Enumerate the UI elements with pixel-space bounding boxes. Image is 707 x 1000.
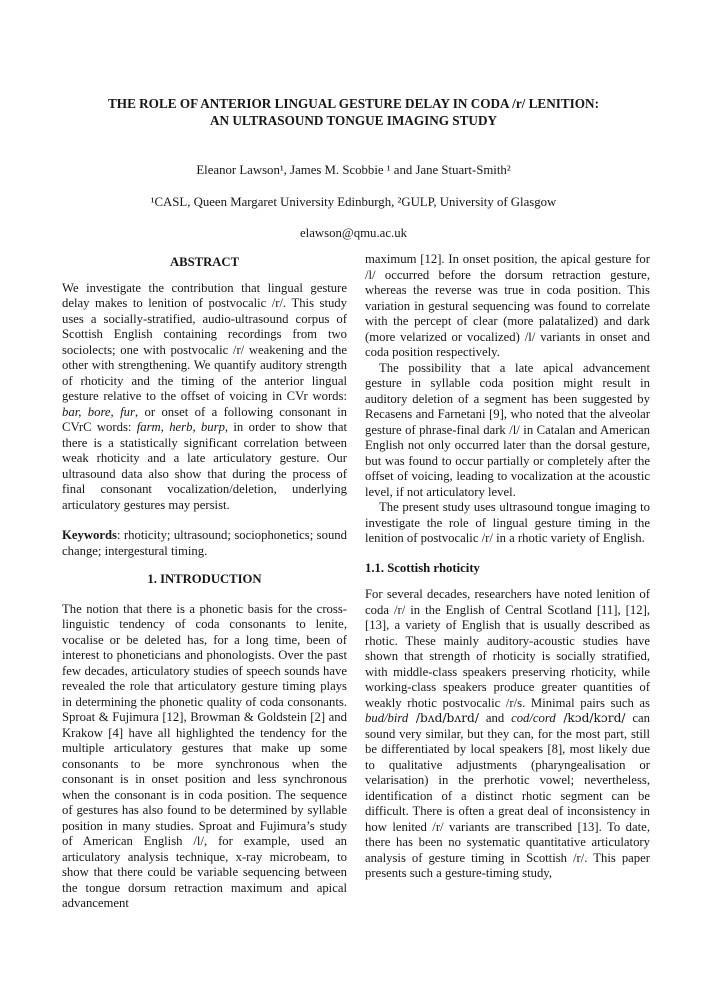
left-column — [62, 250, 347, 1000]
two-column-body — [0, 250, 707, 1000]
contact-email: elawson@qmu.ac.uk — [299, 226, 408, 240]
introduction-heading: 1. INTRODUCTION — [147, 572, 262, 586]
column2-paragraph-4: For several decades, researchers have noted lenition of coda /r/ in the English of Central Scotland [11], [12], [13], a variety of English that is usually described as rhotic. These mainly auditory-acoustic studies have shown that strength of rhoticity is socially stratified, with middle-class speakers preserving rhoticity, while working-class speakers produce greater quantities of weakly rhotic postvocalic /r/s. Minimal pairs such as bud/bird /bʌd/bʌrd/ and cod/cord /kɔd/kɔrd/ can sound very similar, but they can, for the most part, still be differentiated by local speakers [8], most likely due to qualitative adjustments (pharyngealisation or velarisation) in the prerhotic vowel; nevertheless, identification of a distinct rhotic segment can be difficult. There is often a great deal of inconsistency in how lenited /r/ variants are transcribed [13]. To date, there has been no systematic quantitative articulatory analysis of gesture timing in Scottish /r/. This paper presents such a gesture-timing study, — [365, 587, 650, 880]
column2-paragraph-1: maximum [12]. In onset position, the apical gesture for /l/ occurred before the dorsum retraction gesture, whereas the reverse was true in coda position. This variation in gestural sequencing was found to correlate with the percept of clear (more palatalized) and dark (more velarized or vocalized) /l/ variants in onset and coda position respectively. — [365, 252, 650, 359]
affiliations-line: ¹CASL, Queen Margaret University Edinburgh, ²GULP, University of Glasgow — [150, 195, 557, 209]
right-column — [365, 250, 650, 1000]
scottish-rhoticity-heading: 1.1. Scottish rhoticity — [365, 560, 480, 575]
paper-title-line1: THE ROLE OF ANTERIOR LINGUAL GESTURE DELAY IN CODA /r/ LENITION: — [108, 96, 599, 111]
paper-header — [0, 95, 707, 241]
column2-paragraph-3: The present study uses ultrasound tongue imaging to investigate the role of lingual gesture timing in the lenition of postvocalic /r/ in a rhotic variety of English. — [365, 500, 650, 545]
introduction-paragraph: The notion that there is a phonetic basis for the cross-linguistic tendency of coda consonants to lenite, vocalise or be deleted has, for a long time, been of interest to phoneticians and phonologists. Over the past few decades, articulatory studies of speech sounds have revealed the role that articulatory gesture timing plays in determining the phonetic quality of coda consonants. Sproat & Fujimura [12], Browman & Goldstein [2] and Krakow [4] have all highlighted the tendency for the multiple articulatory gestures that make up some consonants to be more synchronous when the consonant is in onset position and less synchronous when the consonant is in coda position. The sequence of gestures has also found to be determined by syllable position in many studies. Sproat and Fujimura’s study of American English /l/, for example, used an articulatory analysis technique, x-ray microbeam, to show that there could be variable sequencing between the tongue dorsum retraction maximum and apical advancement — [62, 601, 347, 910]
column2-paragraph-2: The possibility that a late apical advancement gesture in syllable coda position might result in auditory deletion of a segment has been suggested by Recasens and Farnetani [9], who noted that the alveolar gesture of phrase-final dark /l/ in Catalan and American English not only occurred later than the dorsal gesture, but was found to occur partially or completely after the offset of voicing, leading to vocalization at the acoustic level, if not articulatory level. — [365, 360, 650, 499]
abstract-heading: ABSTRACT — [169, 255, 240, 269]
authors-line: Eleanor Lawson¹, James M. Scobbie ¹ and Jane Stuart-Smith² — [196, 163, 511, 177]
paper-title-line2: AN ULTRASOUND TONGUE IMAGING STUDY — [209, 113, 497, 128]
keywords-paragraph: Keywords: rhoticity; ultrasound; sociophonetics; sound change; intergestural timing. — [62, 528, 347, 558]
abstract-paragraph: We investigate the contribution that lingual gesture delay makes to lenition of postvocalic /r/. This study uses a socially-stratified, audio-ultrasound corpus of Scottish English containing recordings from two sociolects; one with postvocalic /r/ weakening and the other with strengthening. We quantify auditory strength of rhoticity and the timing of the anterior lingual gesture relative to the offset of voicing in CVr words: bar, bore, fur, or onset of a following consonant in CVrC words: farm, herb, burp, in order to show that there is a statistically significant correlation between weak rhoticity and a late articulatory gesture. Our ultrasound data also show that during the process of final consonant vocalization/deletion, underlying articulatory gestures may persist. — [62, 280, 347, 512]
